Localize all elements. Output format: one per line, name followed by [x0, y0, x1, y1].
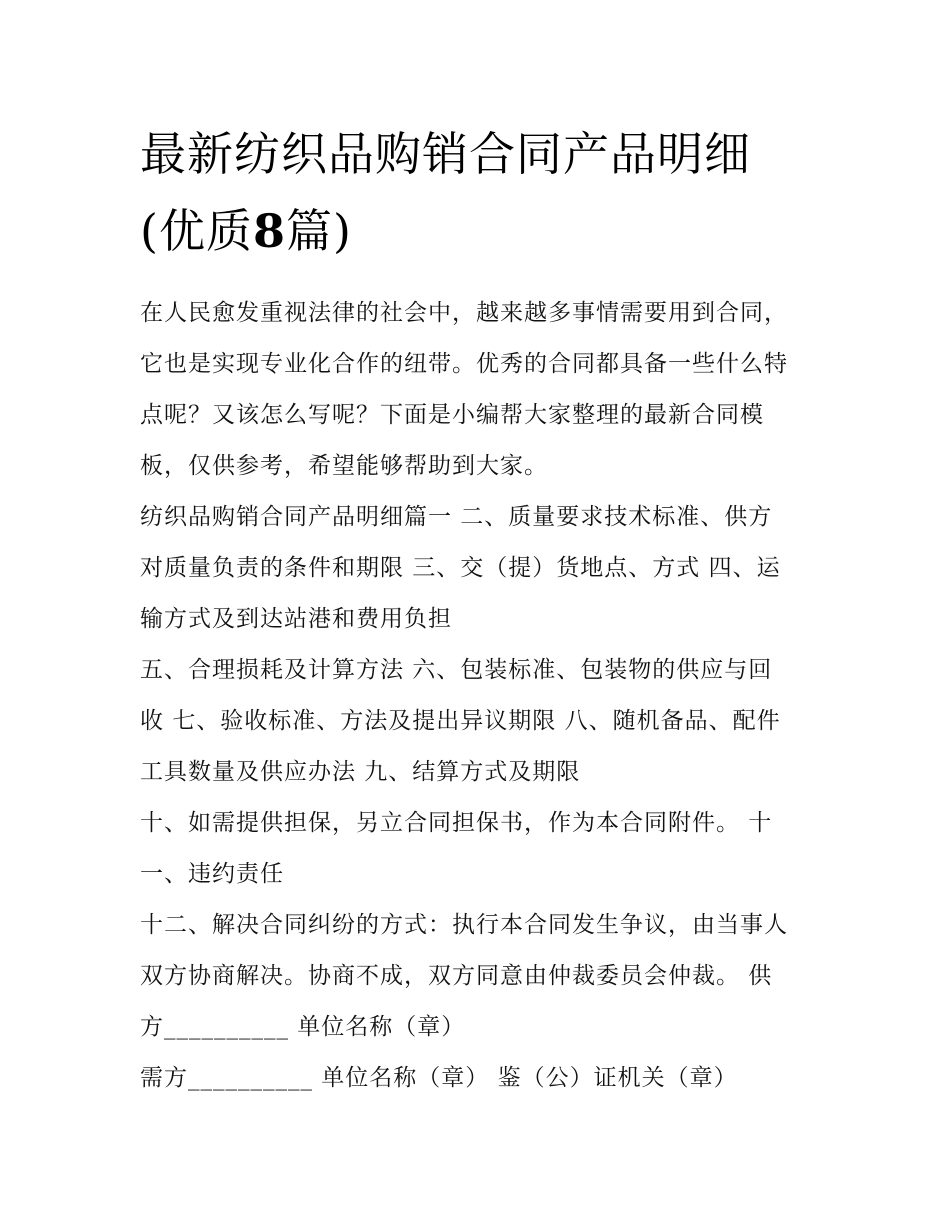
clauses-paragraph-1: 纺织品购销合同产品明细篇一 二、质量要求技术标准、供方 对质量负责的条件和期限 三、交（提）货地点、方式 四、运 输方式及到达站港和费用负担	[140, 504, 781, 632]
title-line-1: 最新纺织品购销合同产品明细	[140, 127, 751, 181]
intro-paragraph: 在人民愈发重视法律的社会中，越来越多事情需要用到合同， 它也是实现专业化合作的纽带。优秀的合同都具备一些什么特 点呢？又该怎么写呢？下面是小编帮大家整理的最新合同模 板，仅供参考，希望能够帮助到大家。	[140, 300, 788, 479]
title-line-2-prefix: (优质	[140, 204, 253, 258]
clauses-paragraph-2: 五、合理损耗及计算方法 六、包装标准、包装物的供应与回 收 七、验收标准、方法及提出异议期限 八、随机备品、配件 工具数量及供应办法 九、结算方式及期限	[140, 657, 781, 785]
document-title	[140, 0, 820, 270]
document-page	[140, 0, 820, 1104]
document-body	[140, 288, 820, 1104]
clauses-paragraph-3: 十、如需提供担保，另立合同担保书，作为本合同附件。 十 一、违约责任	[140, 810, 773, 887]
title-line-2-suffix: 篇)	[285, 204, 352, 258]
title-line-2-number: 8	[252, 204, 286, 258]
signature-line: 需方__________ 单位名称（章） 鉴（公）证机关（章）	[140, 1065, 738, 1091]
dispute-paragraph: 十二、解决合同纠纷的方式：执行本合同发生争议，由当事人 双方协商解决。协商不成，双方同意由仲裁委员会仲裁。 供 方__________ 单位名称（章）	[140, 912, 788, 1040]
